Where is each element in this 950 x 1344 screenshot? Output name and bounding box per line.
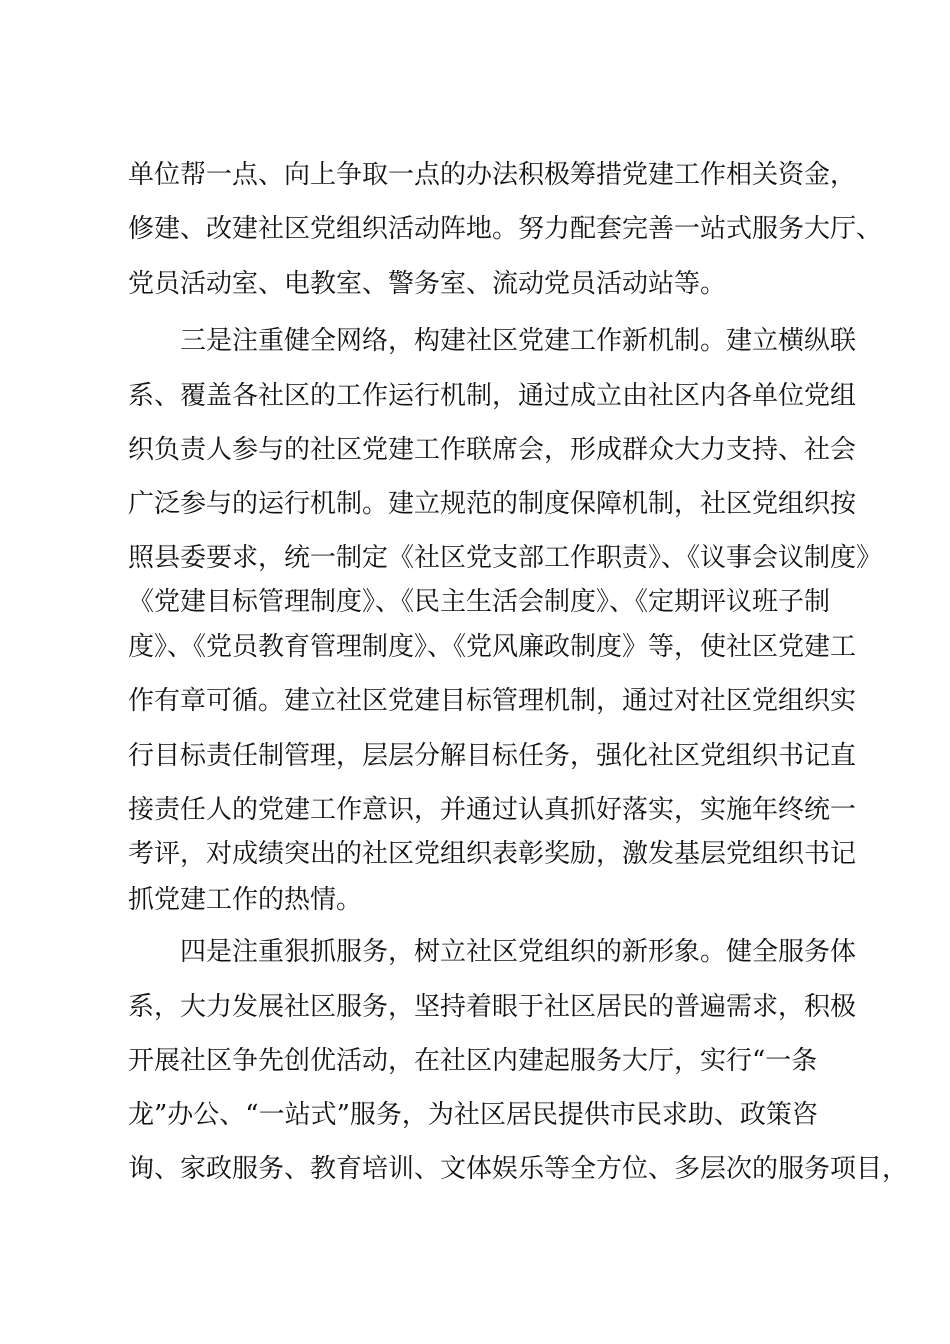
text-line: 广泛参与的运行机制。建立规范的制度保障机制，社区党组织按 [128,489,857,519]
text-line: 度》、《党员教育管理制度》、《党风廉政制度》等，使社区党建工 [128,632,857,662]
text-line: 接责任人的党建工作意识，并通过认真抓好落实，实施年终统一 [128,795,857,825]
text-line: 系，大力发展社区服务，坚持着眼于社区居民的普遍需求，积极 [128,992,857,1022]
text-line: 询、家政服务、教育培训、文体娱乐等全方位、多层次的服务项目， [128,1154,909,1184]
text-line: 作有章可循。建立社区党建目标管理机制，通过对社区党组织实 [128,686,857,716]
text-line: 修建、改建社区党组织活动阵地。努力配套完善一站式服务大厅、 [128,214,883,244]
paragraph-start-line: 三是注重健全网络，构建社区党建工作新机制。建立横纵联 [180,326,857,356]
text-line: 开展社区争先创优活动，在社区内建起服务大厅，实行“一条 [128,1046,818,1076]
text-line: 单位帮一点、向上争取一点的办法积极筹措党建工作相关资金， [128,160,857,190]
text-line: 龙”办公、“一站式”服务，为社区居民提供市民求助、政策咨 [128,1100,818,1130]
text-line: 照县委要求，统一制定《社区党支部工作职责》、《议事会议制度》 [128,543,883,573]
paragraph-start-line: 四是注重狠抓服务，树立社区党组织的新形象。健全服务体 [180,937,857,967]
text-line: 党员活动室、电教室、警务室、流动党员活动站等。 [128,269,727,299]
text-line: 抓党建工作的热情。 [128,885,363,915]
text-line: 织负责人参与的社区党建工作联席会，形成群众大力支持、社会 [128,435,857,465]
text-line: 《党建目标管理制度》、《民主生活会制度》、《定期评议班子制 [128,587,831,617]
text-line: 行目标责任制管理，层层分解目标任务，强化社区党组织书记直 [128,741,857,771]
text-line: 系、覆盖各社区的工作运行机制，通过成立由社区内各单位党组 [128,381,857,411]
text-line: 考评，对成绩突出的社区党组织表彰奖励，激发基层党组织书记 [128,839,857,869]
